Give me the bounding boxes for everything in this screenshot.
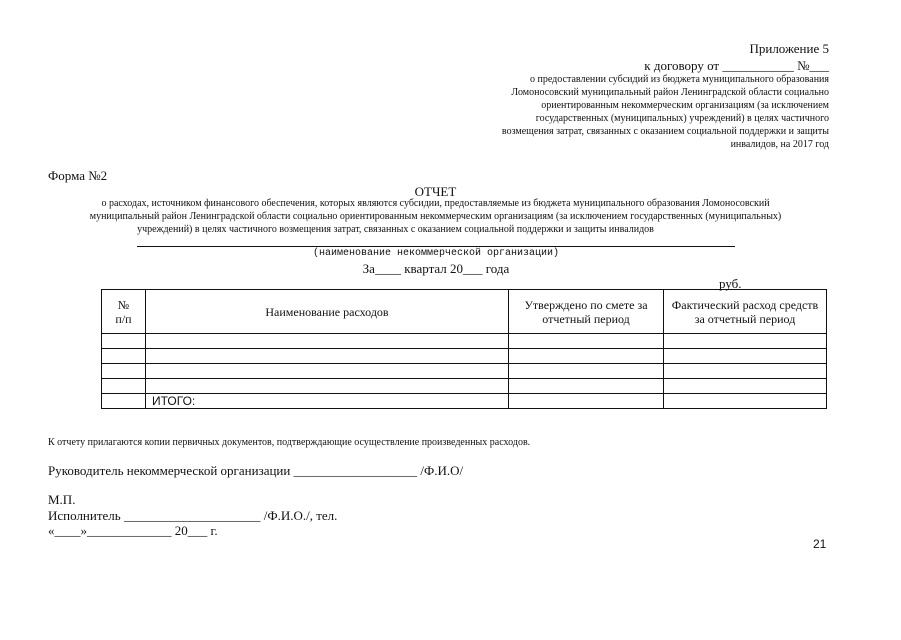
attachment-note: К отчету прилагаются копии первичных документов, подтверждающие осуществление произведенных расходов. <box>48 437 531 448</box>
header-line-4: государственных (муниципальных) учреждений) в целях частичного <box>535 113 829 124</box>
table-cell <box>664 379 827 394</box>
table-cell <box>509 334 664 349</box>
table-cell <box>146 349 509 364</box>
col-header-expense-name: Наименование расходов <box>146 290 509 334</box>
table-cell <box>509 379 664 394</box>
header-line-2: Ломоносовский муниципальный район Ленинградской области социально <box>511 87 829 98</box>
table-row <box>102 364 827 379</box>
col-header-number: № п/п <box>102 290 146 334</box>
report-subtitle-1: о расходах, источником финансового обеспечения, которых являются субсидии, предоставляемые из бюджета муниципального образования Ломоносовский <box>101 198 770 209</box>
appendix-label: Приложение 5 <box>749 41 829 56</box>
table-cell <box>664 394 827 409</box>
form-label: Форма №2 <box>48 168 108 183</box>
header-line-3: ориентированным некоммерческим организациям (за исключением <box>541 100 829 111</box>
table-cell <box>102 349 146 364</box>
table-cell <box>102 364 146 379</box>
report-subtitle-3: учреждений) в целях частичного возмещения затрат, связанных с оказанием социальной поддержки и защиты инвалидов <box>137 224 654 235</box>
col-header-approved: Утверждено по смете за отчетный период <box>509 290 664 334</box>
table-cell <box>509 364 664 379</box>
col-header-actual: Фактический расход средств за отчетный период <box>664 290 827 334</box>
header-line-6: инвалидов, на 2017 год <box>730 139 829 150</box>
table-cell <box>509 394 664 409</box>
org-name-line <box>137 246 735 247</box>
header-line-1: о предоставлении субсидий из бюджета муниципального образования <box>530 74 829 85</box>
table-cell <box>664 334 827 349</box>
table-row <box>102 379 827 394</box>
org-name-caption: (наименование некоммерческой организации) <box>312 248 560 259</box>
report-title: ОТЧЕТ <box>414 184 457 199</box>
period-line: За____ квартал 20___ года <box>362 261 510 276</box>
date-line: «____»_____________ 20___ г. <box>48 523 218 538</box>
table-cell <box>146 379 509 394</box>
executor-signature-line: Исполнитель _____________________ /Ф.И.О./, тел. <box>48 508 338 523</box>
table-row <box>102 349 827 364</box>
table-row <box>102 334 827 349</box>
table-header-row <box>102 290 827 334</box>
table-cell <box>102 394 146 409</box>
table-cell <box>146 334 509 349</box>
table-cell <box>102 379 146 394</box>
expenses-table <box>101 289 827 409</box>
head-signature-line: Руководитель некоммерческой организации ___________________ /Ф.И.О/ <box>48 463 464 478</box>
table-cell <box>509 349 664 364</box>
header-line-5: возмещения затрат, связанных с оказанием социальной поддержки и защиты <box>501 126 829 137</box>
page-number: 21 <box>813 537 827 551</box>
table-cell <box>102 334 146 349</box>
table-cell <box>664 349 827 364</box>
table-cell <box>146 364 509 379</box>
table-cell <box>664 364 827 379</box>
currency-label: руб. <box>719 276 742 291</box>
total-label: ИТОГО: <box>146 394 509 409</box>
table-total-row <box>102 394 827 409</box>
contract-line: к договору от ___________ №___ <box>644 58 829 73</box>
report-subtitle-2: муниципальный район Ленинградской области социально ориентированным некоммерческим организациям (за исключением государственных (муниципальных) <box>89 211 782 222</box>
stamp-label: М.П. <box>48 492 76 507</box>
